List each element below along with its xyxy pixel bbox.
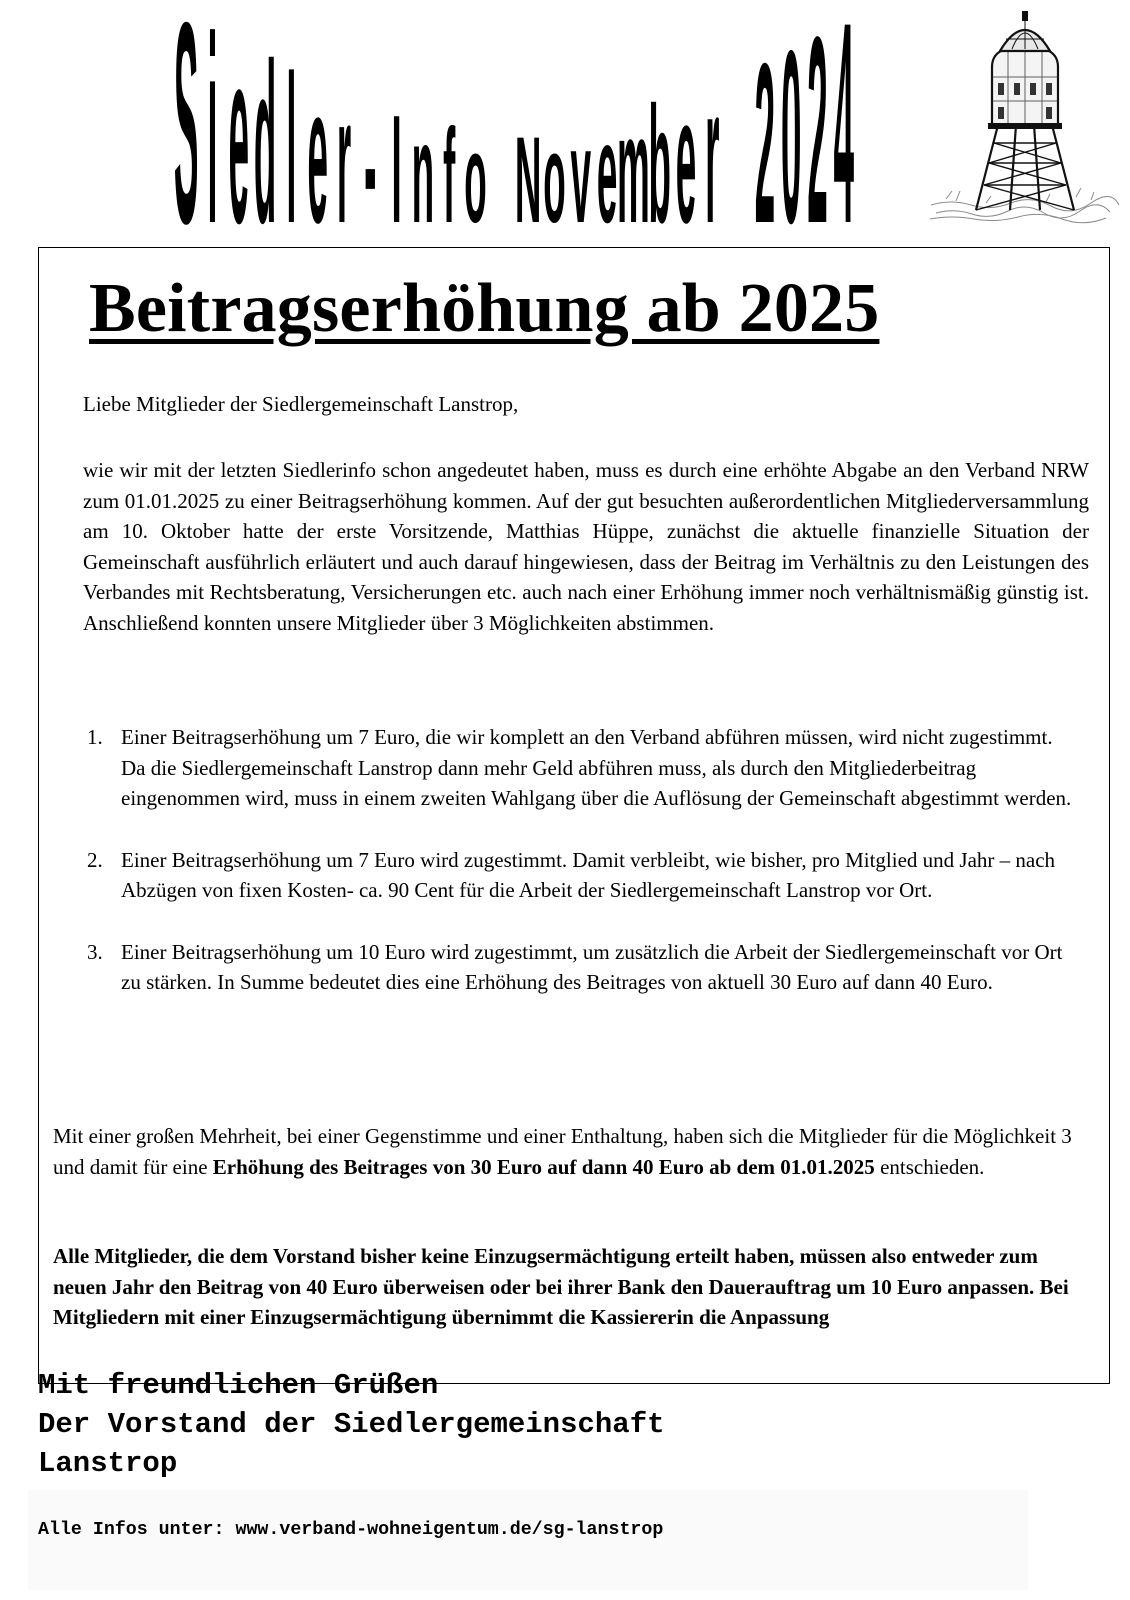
notice-paragraph: Alle Mitglieder, die dem Vorstand bisher keine Einzugsermächtigung erteilt haben, müssen also entweder zum neuen Jahr den Beitrag von 40 Euro überweisen oder bei ihrer Bank den Dauerauftrag um 10 Euro anpassen. Bei Mitgliedern mit einer Einzugsermächtigung übernimmt die Kassiererin die Anpassung [53,1244,1069,1329]
masthead-char: e [228,12,250,247]
result-lead: Mit einer großen Mehrheit, bei einer Gegenstimme und einer Enthaltung, haben sich die Mitglieder für die Möglichkeit 3 und damit für eine [53,1124,1072,1179]
masthead-char: f [443,100,456,247]
masthead-char: b [648,72,671,247]
list-item-number: 1. [87,725,103,749]
masthead-char: S [173,12,199,247]
greeting: Liebe Mitglieder der Siedlergemeinschaft Lanstrop, [83,392,519,416]
list-item-number: 2. [87,847,103,872]
masthead-char: e [675,61,697,247]
masthead-char: 0 [780,12,802,247]
masthead-char: r [705,45,720,247]
masthead-char: N [514,112,542,247]
masthead-char: 4 [833,12,855,247]
closing-line: Mit freundlichen Grüßen [38,1369,439,1402]
closing-line: Der Vorstand der Siedlergemeinschaft [38,1408,665,1441]
masthead-char: e [307,45,328,247]
info-line: Alle Infos unter: www.verband-wohneigentum.de/sg-lanstrop [38,1520,664,1540]
water-tower-icon [926,5,1124,227]
result-paragraph [53,1121,1077,1182]
list-item-text: Einer Beitragserhöhung um 7 Euro wird zugestimmt. Damit verbleibt, wie bisher, pro Mitglied und Jahr – nach Abzügen von fixen Kosten- ca. 90 Cent für die Arbeit der Siedlergemeinschaft Lanstrop vor Ort. [121,847,1056,902]
masthead-title [165,12,865,247]
masthead-char: m [617,83,650,247]
masthead-char: r [336,61,352,247]
result-tail: entschieden. [874,1154,985,1179]
list-item [87,937,1077,998]
closing-line: Lanstrop [38,1447,178,1480]
masthead-char: d [253,15,277,247]
result-emphasis: Erhöhung des Beitrages von 30 Euro auf dann 40 Euro ab dem 01.01.2025 [212,1154,875,1179]
masthead-char: 2 [807,12,828,247]
masthead-char: e [596,94,618,247]
masthead-char: I [391,83,402,247]
masthead-char: i [207,12,218,247]
closing-signature [38,1366,665,1483]
masthead-char: o [464,106,487,247]
intro-paragraph: wie wir mit der letzten Siedlerinfo schon angedeutet haben, muss es durch eine erhöhte Abgabe an den Verband NRW zum 01.01.2025 zu einer Beitragserhöhung kommen. Auf der gut besuchten außerordentlichen Mitgliederversammlung am 10. Oktober hatte der erste Vorsitzende, Matthias Hüppe, zunächst die aktuelle finanzielle Situation der Gemeinschaft ausführlich erläutert und auch darauf hingewiesen, dass der Beitrag im Verhältnis zu den Leistungen des Verbandes mit Rechtsberatung, Versicherungen etc. auch nach einer Erhöhung immer noch verhältnismäßig günstig ist. Anschließend konnten unsere Mitglieder über 3 Möglichkeiten abstimmen. [83,458,1089,635]
masthead-char: l [286,32,297,247]
options-list [87,722,1077,1029]
list-item-text: Einer Beitragserhöhung um 10 Euro wird zugestimmt, um zusätzlich die Arbeit der Siedlergemeinschaft vor Ort zu stärken. In Summe bedeutet dies eine Erhöhung des Beitrages von aktuell 30 Euro auf dann 40 Euro. [121,939,1063,994]
headline: Beitragserhöhung ab 2025 [89,270,880,347]
list-item-number: 3. [87,939,103,964]
list-item [87,845,1077,906]
masthead-char: 2 [754,15,776,247]
list-item-text: Einer Beitragserhöhung um 7 Euro, die wir komplett an den Verband abführen müssen, wird nicht zugestimmt. Da die Siedlergemeinschaft Lanstrop dann mehr Geld abführen muss, als durch den Mitgliederbeitrag eingenommen wird, muss in einem zweiten Wahlgang über die Auflösung der Gemeinschaft abgestimmt werden. [121,725,1072,810]
masthead-char: v [570,100,592,247]
masthead-char: - [364,72,377,247]
masthead-char: n [411,94,435,247]
article-box [38,247,1110,1384]
masthead-char: o [543,106,566,247]
list-item [87,722,1077,814]
